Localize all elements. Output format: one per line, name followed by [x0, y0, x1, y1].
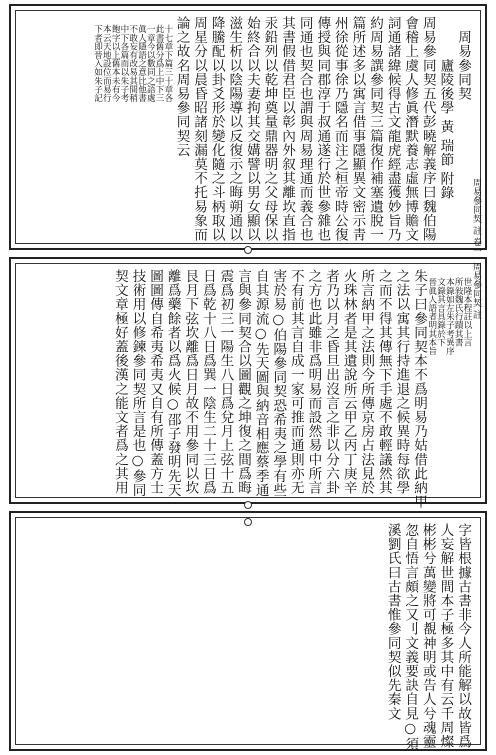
- column-text: 忽自悟言頗之又刂文義要訣自見○須: [402, 523, 419, 751]
- text-column: [401, 523, 419, 751]
- indent: [437, 16, 453, 58]
- text-column: [383, 16, 401, 242]
- column-text: 眞人隱語之意比他書: [136, 24, 147, 103]
- column-text: 州徐從事徐乃隱名而注之桓帝時公復: [331, 16, 348, 242]
- text-column: [436, 523, 454, 749]
- text-column: [172, 16, 190, 242]
- column-text: 傳授與同郡淳于叔通遂行於世參雜也: [314, 16, 331, 242]
- column-text: 圖圖傳自希夷希夷又自有所傳蓋方士: [147, 269, 164, 495]
- text-column: [383, 523, 401, 743]
- column-text: 詞通諸緯候得古文龍虎經盡獲妙旨乃: [384, 16, 401, 242]
- text-column: [392, 269, 410, 496]
- column-text: 廬陵後學 黃 瑞節 附錄: [437, 58, 454, 200]
- text-column: [163, 269, 181, 496]
- annotation-column: [146, 16, 155, 242]
- text-column: [277, 16, 295, 242]
- annotation-column: [453, 269, 462, 496]
- annotation-column: [137, 16, 146, 242]
- column-text: 降騰配以卦爻形於變化隨之斗柄取以: [208, 16, 225, 242]
- text-column: [146, 269, 164, 496]
- column-text: 火珠林者是其遺說所云甲乙丙丁庚辛: [340, 269, 357, 495]
- annotation-column: [93, 16, 102, 242]
- text-column: [365, 16, 383, 242]
- text-column: [269, 269, 287, 496]
- column-text: 文錄其言具錄於下: [435, 277, 446, 347]
- column-text: 會稽上虞人修眞潛默養志虛無博贍文: [402, 16, 419, 242]
- column-text: 朱子曰參同契本不爲明易乃姑借此納甲: [411, 269, 428, 509]
- column-text: 始終合以夫妻拘其交媾譬以男女顯以: [243, 16, 260, 242]
- page-panel-bottom: [9, 511, 487, 751]
- column-text: 下者即晉入如朱子記: [92, 24, 103, 103]
- column-text: 之方也此雖非爲明易而設然易中所言: [305, 269, 322, 495]
- column-text: 本錄如左朱子考異序: [444, 277, 455, 356]
- column-text: 同通也契合也謂與周易理通而義合也: [296, 16, 313, 242]
- text-column: [313, 16, 331, 242]
- text-column: [260, 16, 278, 242]
- column-text: 十七章下篇三十章各: [162, 24, 173, 103]
- text-column: [436, 16, 454, 242]
- text-column: [321, 269, 339, 496]
- text-column: [251, 269, 269, 496]
- column-text: 人妄解世間本子極多其中有云千周燦: [437, 523, 454, 749]
- column-text: 離爲藥餘者以爲火候○邵子發明先天: [164, 269, 181, 497]
- text-columns: [383, 523, 471, 751]
- column-text: 世隆本程註以上言: [462, 277, 472, 347]
- text-column: [242, 16, 260, 242]
- text-column: [110, 269, 128, 496]
- text-column: [409, 269, 428, 509]
- column-text: 中下各篇而以朱子考: [118, 24, 129, 103]
- column-text: 其書假借君臣以彰內外叙其離坎直指: [279, 16, 296, 242]
- text-column: [401, 16, 419, 242]
- annotation-column: [436, 269, 445, 496]
- text-column: [453, 523, 471, 749]
- column-text: 不敢妄有改易其間稍: [127, 24, 138, 103]
- page-panel-middle: [9, 257, 487, 509]
- column-text: 滋生析以陰陽導以反復示之晦朔通以: [226, 16, 243, 242]
- text-column: [453, 16, 471, 242]
- column-text: 所敍魏氏行蹟其書: [453, 277, 464, 347]
- margin-label: 周易參同契 註 卷一: [471, 178, 481, 256]
- annotation-column: [445, 269, 454, 496]
- column-text: 論之故名周易參同契云: [173, 16, 190, 157]
- text-column: [207, 16, 225, 242]
- column-text: 周星分以晨昏昭諸刻漏莫不托易象而: [191, 16, 208, 242]
- text-column: [181, 269, 199, 496]
- text-column: [374, 269, 392, 496]
- binding-hole: [244, 518, 252, 526]
- annotation-column: [110, 16, 119, 242]
- text-column: [233, 269, 251, 496]
- text-column: [286, 269, 304, 496]
- column-text: 此書舊分爲上中下三: [154, 24, 165, 103]
- column-text: 周易參同契: [455, 30, 471, 101]
- column-text: 自其源流○先天圖與納音相應蔡季通: [252, 269, 269, 497]
- column-text: 不有前其言自成一家可推而通則亦无: [287, 269, 304, 495]
- text-column: [295, 16, 313, 242]
- text-column: [330, 16, 348, 242]
- text-column: [418, 16, 436, 242]
- annotation-column: [163, 16, 172, 242]
- annotation-column: [154, 16, 163, 242]
- annotation-column: [102, 16, 111, 242]
- column-text: 周易參同契五代彭曉解義序曰魏伯陽: [419, 16, 436, 242]
- annotation-column: [427, 269, 436, 496]
- column-text: 者乃以月之昏旦出沒言之非以分六卦: [323, 269, 340, 495]
- binding-hole: [244, 501, 252, 509]
- column-text: 之法以寓其行持進退之候異時每欲學: [393, 269, 410, 495]
- annotation-column: [119, 16, 128, 242]
- text-columns: [110, 269, 472, 509]
- text-columns: [93, 16, 471, 242]
- margin-label: 周易參同契 註: [471, 262, 481, 319]
- text-column: [198, 269, 216, 496]
- column-text: 彬彬兮萬變將可覩神明或告人兮魂靈: [419, 523, 436, 749]
- column-text: 所言納甲之法則今所傳京房占法見於: [358, 269, 375, 495]
- column-text: 震爲初三一陽生八日爲兌月上弦十五: [217, 269, 234, 495]
- text-column: [357, 269, 375, 496]
- column-text: 飽字以上舊本未有今: [110, 24, 121, 103]
- text-column: [190, 16, 208, 242]
- text-column: [216, 269, 234, 496]
- column-text: 言與參同契合以圖觀之坤復之間爲晦: [235, 269, 252, 495]
- column-text: 約周易譔參同契三篇復作補塞遺脫一: [367, 16, 384, 242]
- column-text: 篇所述多以寓言借事隱顯異文密示靑: [349, 16, 366, 242]
- column-text: 艮月下弦坎離爲日月故不用參同以坎: [182, 269, 199, 495]
- column-text: 本云天地設位而易行: [101, 24, 112, 103]
- column-text: 日爲乾十八日爲巽一陰生二十三日爲: [199, 269, 216, 495]
- column-text: 汞鉛列以乾坤奠量鼎器明之父母保以: [261, 16, 278, 242]
- text-column: [225, 16, 243, 242]
- page-panel-top: [9, 4, 487, 250]
- text-column: [304, 269, 322, 496]
- text-column: [339, 269, 357, 496]
- text-column: [128, 269, 146, 496]
- binding-hole: [244, 246, 252, 254]
- column-text: 技術用以修鍊參同契所言是也○參同: [129, 269, 146, 497]
- column-text: 一章今以數同之語處: [145, 24, 156, 103]
- text-column: [418, 523, 436, 749]
- text-column: [348, 16, 366, 242]
- column-text: 之而不得其傳無下手處不敢輕議然其: [375, 269, 392, 495]
- column-text: 字皆根據古書非今人所能解以故皆爲: [455, 523, 471, 749]
- column-text: 契文章極好蓋後漢之能文者爲之其用: [111, 269, 128, 495]
- column-text: 晉眞人語者明其本旨: [426, 277, 437, 356]
- annotation-column: [128, 16, 137, 242]
- column-text: 害於易○伯陽參同契恐希夷之學有些: [270, 269, 287, 497]
- indent: [455, 16, 471, 30]
- column-text: 溪劉氏曰古書惟參同契似先秦文: [384, 523, 401, 721]
